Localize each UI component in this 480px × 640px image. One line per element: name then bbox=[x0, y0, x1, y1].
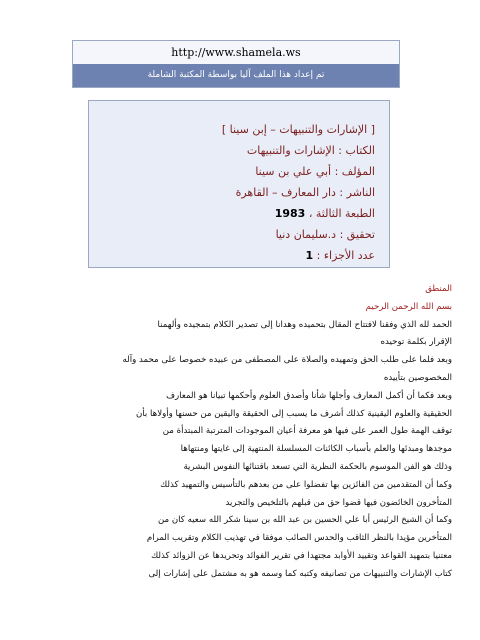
editor-line: تحقيق : د.سليمان دنيا bbox=[275, 228, 375, 241]
header-note: تم إعداد هذا الملف آليا بواسطة المكتبة الشاملة bbox=[73, 64, 399, 87]
body-line: المتأخرين مؤيدا بالنظر الثاقب والحدس الصائب موفقا في تهذيب الكلام وتقريب المرام bbox=[146, 533, 452, 544]
body-line: توقف الهمة طول العمر علی فيها هو معرفة أعيان الموجودات المترتبة المبتدأة من bbox=[162, 426, 452, 437]
body-line: وبعد فلما علی طلب الحق وتمهيده والصلاة علی المصطفی من عبيده خصوصا علی محمد وآله bbox=[122, 355, 452, 366]
section-heading: المنطق bbox=[425, 284, 452, 294]
basmala-line: بسم الله الرحمن الرحيم bbox=[365, 301, 452, 312]
body-line: وكما أن المتقدمين من الفائزين بها تفضلوا علی من بعدهم بالتأسيس والتمهيد كذلك bbox=[160, 479, 452, 490]
book-title-line: [ الإشارات والتنبيهات – إبن سينا ] bbox=[221, 123, 375, 136]
edition-line bbox=[222, 203, 375, 224]
edition-year: 1983 bbox=[274, 207, 306, 220]
book-info-lines bbox=[222, 119, 375, 266]
author-line: المؤلف : أبي علي بن سينا bbox=[255, 165, 375, 178]
body-line: موجدها ومبدئها والعلم بأسباب الكائنات المسلسلة المنتهية إلى غايتها ومنتهاها bbox=[180, 444, 452, 455]
body-line: وذلك هو الفن الموسوم بالحكمة النظرية التي تسعد باقتنائها النفوس البشرية bbox=[183, 461, 452, 472]
body-line: المتأخرون الخائضون فيها قضوا حق من قبلهم بالتلخيص والتجريد bbox=[225, 497, 452, 508]
body-line: وكما أن الشيخ الرئيس أبا علي الحسين بن عبد الله بن سينا شكر الله سعيه كان من bbox=[157, 515, 452, 526]
book-name-line: الكتاب : الإشارات والتنبيهات bbox=[246, 144, 375, 157]
body-line: الإقرار بكلمة توحيده bbox=[380, 337, 452, 348]
body-line: معتنيا بتمهيد القواعد وتقييد الأوابد مجتهدا في تقرير الفوائد وتحريدها عن الزوائد كذلك bbox=[151, 550, 452, 561]
body-line: كتاب الإشارات والتنبيهات من تصانيفه وكتبه كما وسمه هو به مشتمل علی إشارات إلى bbox=[148, 568, 452, 579]
parts-label: عدد الأجزاء : bbox=[313, 249, 375, 262]
parts-value: 1 bbox=[305, 249, 314, 262]
body-line: وبعد فكما أن أكمل المعارف وأجلها شأنا وأصدق العلوم وأحكمها تبيانا هو المعارف bbox=[166, 390, 452, 401]
book-info-box bbox=[88, 100, 390, 268]
edition-label: الطبعة الثالثة ، bbox=[305, 207, 375, 220]
body-line: الحقيقية والعلوم اليقينية كذلك أشرف ما يسبب إلى الحقيقة واليقين من حسنها وأولاها بأن bbox=[135, 408, 452, 419]
document-body bbox=[24, 281, 452, 584]
header-url[interactable]: http://www.shamela.ws bbox=[73, 41, 399, 64]
body-line: الحمد لله الذي وفقنا لافتتاح المقال بتحميده وهدانا إلى تصدير الكلام بتمجيده وألهمنا bbox=[157, 319, 452, 330]
shamela-header bbox=[72, 40, 400, 88]
body-line: المخصوصين بتأييده bbox=[383, 372, 452, 383]
publisher-line: الناشر : دار المعارف – القاهرة bbox=[235, 186, 375, 199]
parts-line bbox=[222, 245, 375, 266]
